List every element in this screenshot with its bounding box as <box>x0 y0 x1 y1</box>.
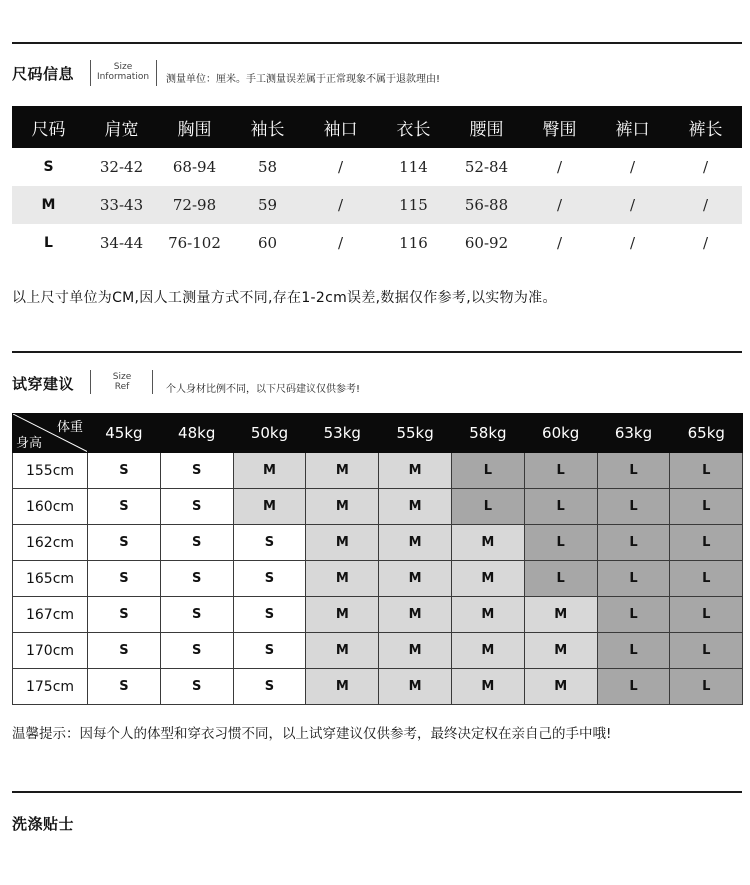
size-chart-cell: / <box>556 196 563 214</box>
recommended-size-cell: S <box>160 669 233 705</box>
recommended-size-cell: M <box>451 525 524 561</box>
recommended-size-cell: M <box>451 669 524 705</box>
corner-height-label: 身高 <box>16 436 43 451</box>
weight-column-header: 63kg <box>597 414 670 453</box>
weight-column-header: 55kg <box>379 414 452 453</box>
corner-weight-label: 体重 <box>56 420 83 435</box>
recommended-size-cell: M <box>306 453 379 489</box>
recommended-size-cell: L <box>670 525 743 561</box>
size-chart-cell: 68-94 <box>172 158 217 176</box>
fit-advice-title: 试穿建议 <box>12 375 75 393</box>
recommended-size-cell: L <box>524 453 597 489</box>
size-chart-column-header: 袖长 <box>250 119 285 140</box>
recommended-size-cell: M <box>306 561 379 597</box>
recommended-size-cell: M <box>306 597 379 633</box>
recommended-size-cell: L <box>670 633 743 669</box>
size-chart-cell: 58 <box>257 158 278 176</box>
size-recommendation-grid <box>12 413 743 705</box>
size-chart-column-header: 袖口 <box>323 119 358 140</box>
recommended-size-cell: M <box>379 669 452 705</box>
size-chart-cell: 116 <box>399 234 428 252</box>
recommended-size-cell: L <box>597 561 670 597</box>
weight-header-row <box>13 414 743 453</box>
weight-column-header: 50kg <box>233 414 306 453</box>
height-row <box>13 525 743 561</box>
recommended-size-cell: M <box>379 597 452 633</box>
recommended-size-cell: L <box>597 489 670 525</box>
size-chart-cell: / <box>337 234 344 252</box>
size-chart-cell: / <box>337 196 344 214</box>
size-chart-row <box>12 224 742 262</box>
recommended-size-cell: M <box>306 669 379 705</box>
recommended-size-cell: L <box>524 525 597 561</box>
recommended-size-cell: S <box>88 561 161 597</box>
recommended-size-cell: M <box>306 489 379 525</box>
recommended-size-cell: M <box>524 633 597 669</box>
recommended-size-cell: S <box>88 489 161 525</box>
size-chart-column-header: 裤长 <box>688 119 723 140</box>
size-chart-column-header: 衣长 <box>396 119 431 140</box>
recommended-size-cell: S <box>160 597 233 633</box>
recommended-size-cell: S <box>160 489 233 525</box>
size-chart-cell: / <box>556 158 563 176</box>
fit-advice-note: 个人身材比例不同，以下尺码建议仅供参考! <box>166 384 361 395</box>
recommended-size-cell: M <box>379 489 452 525</box>
title-separator <box>156 60 157 86</box>
recommended-size-cell: M <box>379 633 452 669</box>
fit-advice-subtitle: Size Ref <box>112 372 132 392</box>
recommended-size-cell: L <box>670 669 743 705</box>
recommended-size-cell: L <box>670 453 743 489</box>
recommended-size-cell: M <box>524 597 597 633</box>
height-row <box>13 597 743 633</box>
height-label: 162cm <box>13 525 88 561</box>
size-chart-column-header: 腰围 <box>469 119 504 140</box>
size-chart-cell: 33-43 <box>99 196 144 214</box>
size-chart-header <box>12 106 742 148</box>
recommended-size-cell: S <box>88 525 161 561</box>
weight-column-header: 45kg <box>88 414 161 453</box>
recommended-size-cell: L <box>670 597 743 633</box>
section-divider <box>12 351 742 353</box>
size-label: L <box>44 235 53 251</box>
recommended-size-cell: L <box>597 597 670 633</box>
size-chart-cell: 34-44 <box>99 234 144 252</box>
recommended-size-cell: M <box>306 525 379 561</box>
size-chart-cell: 114 <box>399 158 428 176</box>
size-chart-cell: / <box>629 196 636 214</box>
fit-footnote: 温馨提示：因每个人的体型和穿衣习惯不同，以上试穿建议仅供参考，最终决定权在亲自己的手中哦! <box>12 726 612 742</box>
size-chart-column-header: 尺码 <box>31 119 66 140</box>
height-label: 175cm <box>13 669 88 705</box>
recommended-size-cell: M <box>233 489 306 525</box>
height-row <box>13 561 743 597</box>
recommended-size-cell: S <box>88 597 161 633</box>
size-chart-column-header: 胸围 <box>177 119 212 140</box>
recommended-size-cell: S <box>233 633 306 669</box>
weight-column-header: 58kg <box>451 414 524 453</box>
size-chart-cell: / <box>629 234 636 252</box>
recommended-size-cell: M <box>233 453 306 489</box>
size-chart-cell: 52-84 <box>464 158 509 176</box>
height-label: 170cm <box>13 633 88 669</box>
recommended-size-cell: S <box>233 561 306 597</box>
title-separator <box>90 60 91 86</box>
recommended-size-cell: L <box>451 453 524 489</box>
recommended-size-cell: S <box>88 633 161 669</box>
height-row <box>13 489 743 525</box>
size-chart-cell: / <box>702 158 709 176</box>
size-footnote: 以上尺寸单位为CM,因人工测量方式不同,存在1-2cm误差,数据仅作参考,以实物为准。 <box>12 290 557 306</box>
size-chart-cell: 59 <box>257 196 278 214</box>
recommended-size-cell: S <box>88 669 161 705</box>
recommended-size-cell: S <box>233 597 306 633</box>
size-chart-cell: 32-42 <box>99 158 144 176</box>
weight-column-header: 65kg <box>670 414 743 453</box>
height-label: 165cm <box>13 561 88 597</box>
height-label: 167cm <box>13 597 88 633</box>
top-divider <box>12 42 742 44</box>
recommended-size-cell: L <box>597 525 670 561</box>
size-chart-row <box>12 148 742 186</box>
recommended-size-cell: M <box>379 561 452 597</box>
recommended-size-cell: M <box>451 633 524 669</box>
wash-tips-title: 洗涤贴士 <box>12 815 75 833</box>
height-row <box>13 669 743 705</box>
weight-column-header: 48kg <box>160 414 233 453</box>
recommended-size-cell: M <box>451 561 524 597</box>
height-row <box>13 633 743 669</box>
grid-corner <box>13 414 88 453</box>
recommended-size-cell: L <box>597 453 670 489</box>
recommended-size-cell: M <box>306 633 379 669</box>
title-separator <box>152 370 153 394</box>
recommended-size-cell: M <box>379 453 452 489</box>
recommended-size-cell: S <box>160 525 233 561</box>
recommended-size-cell: L <box>524 489 597 525</box>
size-chart-row <box>12 186 742 224</box>
size-chart-cell: 60-92 <box>464 234 509 252</box>
recommended-size-cell: M <box>451 597 524 633</box>
title-separator <box>90 370 91 394</box>
size-chart-cell: / <box>629 158 636 176</box>
size-chart-cell: / <box>702 234 709 252</box>
size-chart-column-header: 裤口 <box>615 119 650 140</box>
recommended-size-cell: S <box>160 561 233 597</box>
recommended-size-cell: L <box>597 633 670 669</box>
measure-unit-note: 测量单位：厘米。手工测量误差属于正常现象不属于退款理由! <box>166 74 441 85</box>
size-chart-cell: / <box>556 234 563 252</box>
recommended-size-cell: M <box>379 525 452 561</box>
size-chart-cell: 56-88 <box>464 196 509 214</box>
recommended-size-cell: S <box>233 669 306 705</box>
size-label: S <box>43 159 54 175</box>
recommended-size-cell: L <box>451 489 524 525</box>
size-chart-cell: 72-98 <box>172 196 217 214</box>
size-chart-cell: 76-102 <box>168 234 221 252</box>
section-divider <box>12 791 742 793</box>
size-info-title: 尺码信息 <box>12 65 75 83</box>
size-chart-cell: 60 <box>257 234 278 252</box>
recommended-size-cell: S <box>233 525 306 561</box>
weight-column-header: 60kg <box>524 414 597 453</box>
size-chart-cell: / <box>702 196 709 214</box>
height-label: 160cm <box>13 489 88 525</box>
size-label: M <box>41 197 56 213</box>
size-info-subtitle: Size Information <box>96 62 150 82</box>
recommended-size-cell: L <box>597 669 670 705</box>
recommended-size-cell: L <box>670 489 743 525</box>
height-label: 155cm <box>13 453 88 489</box>
recommended-size-cell: S <box>160 453 233 489</box>
size-chart-column-header: 肩宽 <box>104 119 139 140</box>
recommended-size-cell: S <box>160 633 233 669</box>
weight-column-header: 53kg <box>306 414 379 453</box>
recommended-size-cell: L <box>670 561 743 597</box>
recommended-size-cell: L <box>524 561 597 597</box>
recommended-size-cell: M <box>524 669 597 705</box>
size-chart-cell: / <box>337 158 344 176</box>
size-chart-column-header: 臀围 <box>542 119 577 140</box>
size-chart-table <box>12 106 742 262</box>
size-chart-cell: 115 <box>399 196 428 214</box>
height-row <box>13 453 743 489</box>
recommended-size-cell: S <box>88 453 161 489</box>
